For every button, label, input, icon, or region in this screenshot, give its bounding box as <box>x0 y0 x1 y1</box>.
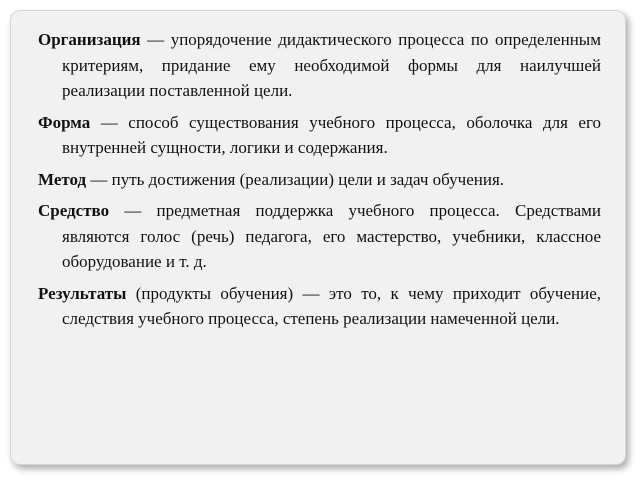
term-description: — путь достижения (реализации) цели и задач обучения. <box>86 169 505 189</box>
definition-organization <box>38 27 601 104</box>
term-name: Метод <box>38 169 87 189</box>
term-description: — предметная поддержка учебного процесса. Средствами являются голос (речь) педагога, его мастерство, учебники, классное оборудование и т. д. <box>62 201 601 271</box>
term-description: — способ существования учебного процесса, оболочка для его внутренней сущности, логики и содержания. <box>62 112 601 157</box>
term-name: Форма <box>38 112 91 132</box>
term-name: Результаты <box>38 283 127 303</box>
definition-means <box>38 198 601 275</box>
term-name: Организация <box>38 30 141 49</box>
term-description: — упорядочение дидактического процесса по определенным критериям, придание ему необходимой формы для наилучшей реализации поставленной цели. <box>62 30 601 100</box>
definition-form <box>38 110 601 161</box>
definition-results <box>38 281 601 332</box>
definitions-list <box>38 27 601 338</box>
term-name: Средство <box>38 201 110 220</box>
definition-method <box>38 167 601 193</box>
term-description: (продукты обучения) — это то, к чему приходит обучение, следствия учебного процесса, степень реализации намеченной цели. <box>62 283 601 328</box>
